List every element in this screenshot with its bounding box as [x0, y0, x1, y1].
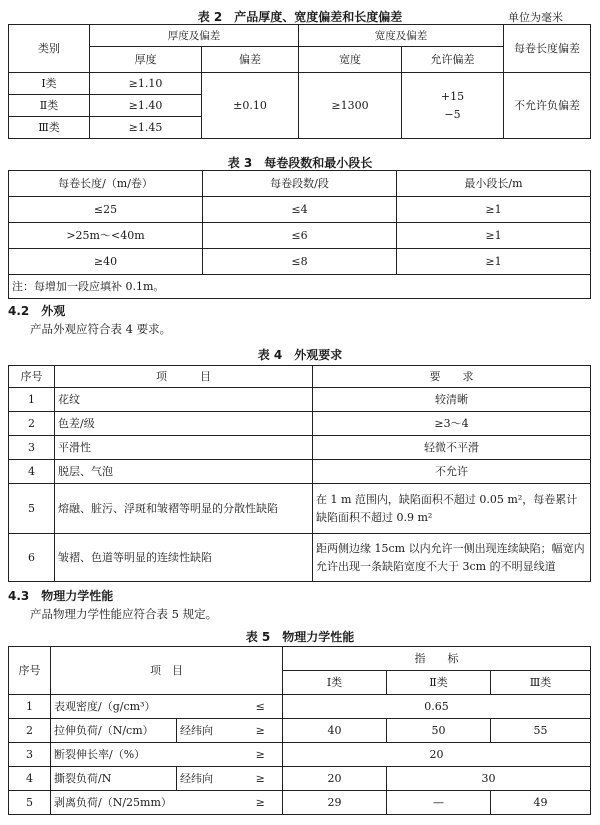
value-cell: 30 [387, 767, 591, 791]
row-number: 5 [9, 791, 51, 815]
header-min-segment-length: 最小段长/m [397, 171, 591, 197]
row-number: 1 [9, 695, 51, 719]
section-4-3-heading: 4.3 物理力学性能 [8, 589, 114, 603]
allowed-minus: −5 [444, 107, 461, 121]
direction-cell: 经纬向 [177, 767, 239, 791]
value-cell: 49 [491, 791, 591, 815]
header-length-per-roll: 每卷长度/（m/卷） [9, 171, 203, 197]
operator-cell: ≥ [239, 719, 283, 743]
requirement-cell: ≥3～4 [313, 412, 591, 436]
category-cell: Ⅱ类 [9, 95, 90, 117]
operator-cell: ≥ [239, 743, 283, 767]
header-class-1: Ⅰ类 [283, 671, 387, 695]
value-cell: 50 [387, 719, 491, 743]
row-number: 2 [9, 412, 55, 436]
allowed-plus: +15 [440, 89, 465, 103]
table-cell: ≤4 [203, 197, 397, 223]
table4-title: 表 4 外观要求 [257, 348, 343, 362]
section-4-2-heading: 4.2 外观 [8, 304, 66, 318]
value-cell: 40 [283, 719, 387, 743]
allowed-deviation-cell [402, 73, 504, 139]
item-cell: 断裂伸长率/（%） [51, 743, 239, 767]
item-cell: 撕裂负荷/N [51, 767, 177, 791]
section-4-3-text: 产品物理力学性能应符合表 5 规定。 [30, 607, 218, 621]
thickness-cell: ≥1.45 [90, 117, 202, 139]
value-cell: 20 [283, 767, 387, 791]
row-number: 3 [9, 436, 55, 460]
header-item: 项 目 [51, 647, 283, 695]
length-deviation-cell: 不允许负偏差 [504, 73, 591, 139]
table-cell: ≥1 [397, 249, 591, 275]
header-category: 类别 [9, 25, 90, 73]
row-number: 5 [9, 484, 55, 534]
header-allowed-deviation: 允许偏差 [402, 47, 504, 73]
header-deviation: 偏差 [202, 47, 299, 73]
row-number: 4 [9, 767, 51, 791]
header-no: 序号 [9, 647, 51, 695]
value-cell: 20 [283, 743, 591, 767]
value-cell: 55 [491, 719, 591, 743]
category-cell: Ⅲ类 [9, 117, 90, 139]
table4 [8, 365, 591, 582]
table2 [8, 24, 591, 139]
header-width-group: 宽度及偏差 [299, 25, 504, 47]
item-cell: 色差/级 [55, 412, 313, 436]
row-number: 6 [9, 534, 55, 582]
header-width: 宽度 [299, 47, 402, 73]
deviation-cell: ±0.10 [202, 73, 299, 139]
item-cell: 表观密度/（g/cm³） [51, 695, 239, 719]
requirement-cell: 距两侧边缘 15cm 以内允许一侧出现连续缺陷；幅宽内允许出现一条缺陷宽度不大于 3cm 的不明显线道 [313, 534, 591, 582]
requirement-cell: 较清晰 [313, 388, 591, 412]
operator-cell: ≥ [239, 791, 283, 815]
category-cell: Ⅰ类 [9, 73, 90, 95]
table2-title: 表 2 产品厚度、宽度偏差和长度偏差 [197, 10, 403, 24]
item-cell: 拉伸负荷/（N/cm） [51, 719, 177, 743]
header-segments-per-roll: 每卷段数/段 [203, 171, 397, 197]
table-cell: >25m～<40m [9, 223, 203, 249]
section-4-2-text: 产品外观应符合表 4 要求。 [30, 322, 172, 336]
table-cell: ≥1 [397, 223, 591, 249]
operator-cell: ≤ [239, 695, 283, 719]
value-cell: — [387, 791, 491, 815]
item-cell: 花纹 [55, 388, 313, 412]
thickness-cell: ≥1.40 [90, 95, 202, 117]
table-cell: ≤25 [9, 197, 203, 223]
item-cell: 剥离负荷/（N/25mm） [51, 791, 239, 815]
requirement-cell: 在 1 m 范围内，缺陷面积不超过 0.05 m²，每卷累计缺陷面积不超过 0.9 m² [313, 484, 591, 534]
operator-cell: ≥ [239, 767, 283, 791]
requirement-cell: 轻微不平滑 [313, 436, 591, 460]
item-cell: 平滑性 [55, 436, 313, 460]
table-cell: ≤6 [203, 223, 397, 249]
row-number: 3 [9, 743, 51, 767]
table3-title: 表 3 每卷段数和最小段长 [227, 156, 373, 170]
header-class-3: Ⅲ类 [491, 671, 591, 695]
table-cell: ≤8 [203, 249, 397, 275]
table5-title: 表 5 物理力学性能 [245, 630, 355, 644]
item-cell: 皱褶、色道等明显的连续性缺陷 [55, 534, 313, 582]
thickness-cell: ≥1.10 [90, 73, 202, 95]
header-item: 项 目 [55, 366, 313, 388]
header-class-2: Ⅱ类 [387, 671, 491, 695]
table3 [8, 170, 591, 299]
header-no: 序号 [9, 366, 55, 388]
value-cell: 29 [283, 791, 387, 815]
table2-unit: 单位为毫米 [508, 11, 563, 24]
table5 [8, 646, 591, 815]
table3-note: 注：每增加一段应填补 0.1m。 [9, 275, 591, 299]
item-cell: 脱层、气泡 [55, 460, 313, 484]
requirement-cell: 不允许 [313, 460, 591, 484]
header-index: 指 标 [283, 647, 591, 671]
header-length-deviation: 每卷长度偏差 [504, 25, 591, 73]
row-number: 1 [9, 388, 55, 412]
header-requirement: 要 求 [313, 366, 591, 388]
header-thickness-group: 厚度及偏差 [90, 25, 299, 47]
width-cell: ≥1300 [299, 73, 402, 139]
table-cell: ≥40 [9, 249, 203, 275]
row-number: 4 [9, 460, 55, 484]
header-thickness: 厚度 [90, 47, 202, 73]
value-cell: 0.65 [283, 695, 591, 719]
item-cell: 熔融、脏污、浮斑和皱褶等明显的分散性缺陷 [55, 484, 313, 534]
table-cell: ≥1 [397, 197, 591, 223]
row-number: 2 [9, 719, 51, 743]
direction-cell: 经纬向 [177, 719, 239, 743]
